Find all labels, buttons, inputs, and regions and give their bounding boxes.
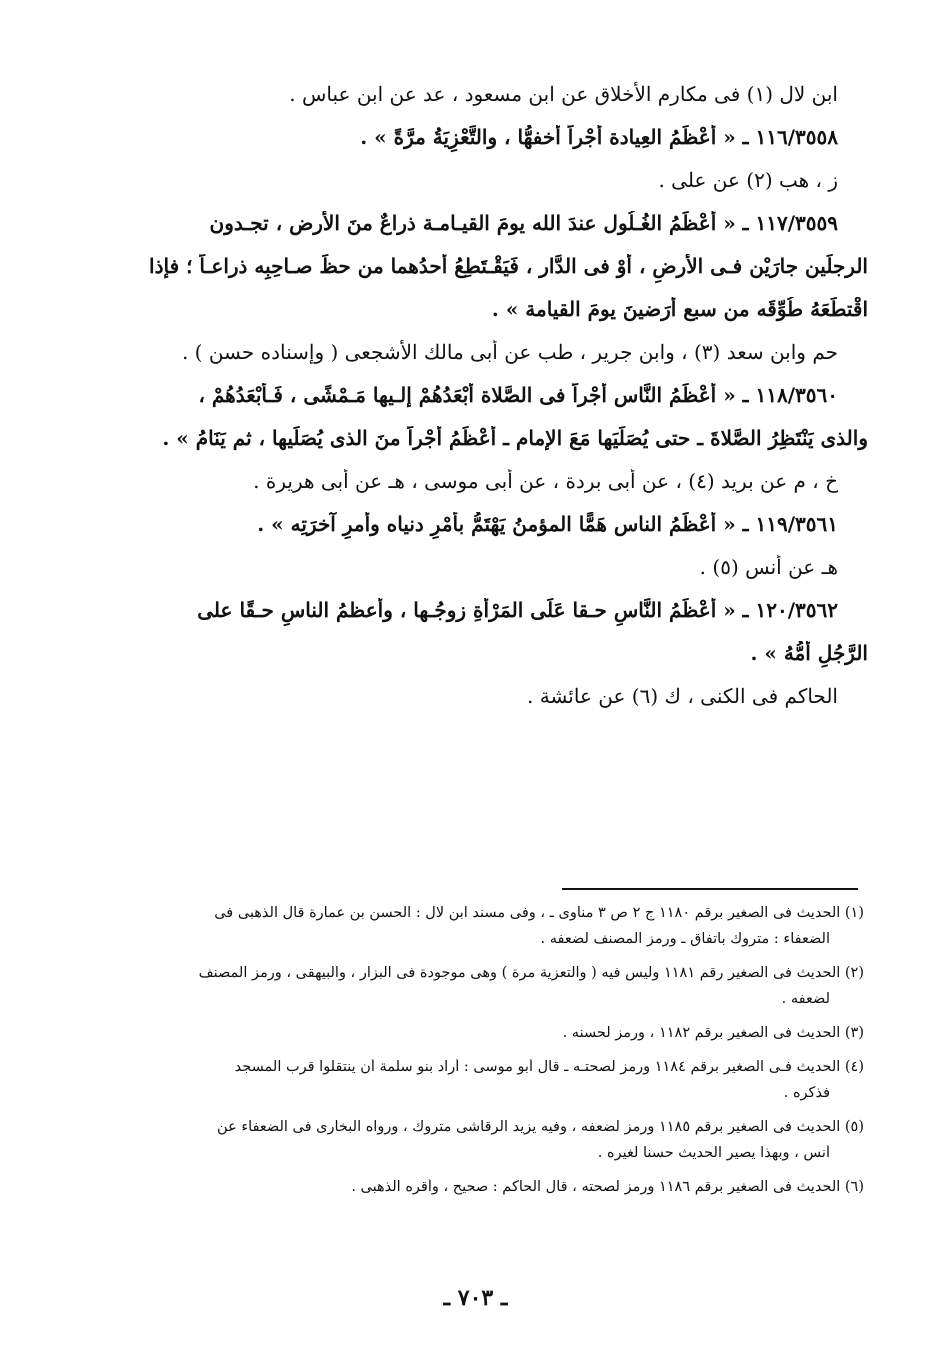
footnote-line: (٣) الحديث فى الصغير برقم ١١٨٢ ، ورمز لحسنه . [562, 1025, 864, 1041]
footnote-line: (١) الحديث فى الصغير برقم ١١٨٠ ج ٢ ص ٣ مناوى ـ ، وفى مسند ابن لال : الحسن بن عمارة قال الذهبى فى [214, 905, 864, 921]
hadith-line: ١١٩/٣٥٦١ ـ « أَعْظَمُ الناس هَمًّا المؤمنُ يَهْتَمُّ بأمْرِ دنياه وأمرِ آخرَتِه » . [257, 512, 838, 536]
text-line: ز ، هب (٢) عن على . [658, 168, 838, 192]
main-text [78, 82, 868, 727]
footnote-line: (٥) الحديث فى الصغير برقم ١١٨٥ ورمز لضعفه ، وفيه يزيد الرقاشى متروك ، ورواه البخارى فى الضعفاء عن [217, 1119, 864, 1135]
hadith-line: اقْتطَعَهُ طُوِّقَه من سبع أَرَضينَ يومَ القيامة » . [491, 297, 868, 321]
footnote-line: (٢) الحديث فى الصغير رقم ١١٨١ وليس فيه ( والتعزية مرة ) وهى موجودة فى البزار ، والبيهقى ، ورمز المصنف [198, 965, 864, 981]
footnote-line: أنس ، وبهذا يصير الحديث حسنا لغيره . [597, 1145, 830, 1161]
hadith-line: ١٢٠/٣٥٦٢ ـ « أَعْظَمُ النَّاسِ حـقا عَلَى المَرْأَةِ زوجُـها ، وأعظمُ الناسِ حـقًا على [197, 598, 838, 622]
hadith-line: ١١٦/٣٥٥٨ ـ « أَعْظَمُ العِيادة أَجْراً أَخفهُّا ، والتَّعْزِيَةُ مرَّةً » . [360, 125, 838, 149]
text-line: حم وابن سعد (٣) ، وابن جرير ، طب عن أبى مالك الأشجعى ( وإسناده حسن ) . [181, 340, 838, 364]
hadith-line: ١١٧/٣٥٥٩ ـ « أَعْظَمُ الغُـلُول عندَ الله يومَ القيـامـة ذراعٌ منَ الأرض ، تجـدون [209, 211, 838, 235]
page-number: ـ ٧٠٣ ـ [443, 1285, 508, 1311]
hadith-line: ١١٨/٣٥٦٠ ـ « أَعْظَمُ النَّاس أجْراً فى الصَّلاة أَبْعَدُهُمْ إلـيها مَـمْشًى ، فَـأَبْعَدُهُمْ ، [198, 383, 838, 407]
text-line: ابن لال (١) فى مكارم الأخلاق عن ابن مسعود ، عد عن ابن عباس . [289, 82, 838, 106]
text-line: هـ عن أنس (٥) . [699, 555, 838, 579]
hadith-line: الرجلَين جارَيْن فـى الأَرضِ ، أَوْ فى الدَّار ، فَيَقْـتَطِعُ أحدُهما من حظِّ صـاحِبِه ذراعـاً ؛ فإذا [149, 254, 868, 278]
footnote-line: (٤) الحديث فـى الصغير برقم ١١٨٤ ورمز لصحتـه ـ قال أبو موسى : أراد بنو سلمة أن ينتقلوا قرب المسجد [234, 1059, 864, 1075]
footnote-line: فذكره . [783, 1085, 830, 1101]
footnote-line: لضعفه . [781, 991, 830, 1007]
footnote-line: الضعفاء : متروك باتفاق ـ ورمز المصنف لضعفه . [540, 931, 830, 947]
footnote-line: (٦) الحديث فى الصغير برقم ١١٨٦ ورمز لصحته ، قال الحاكم : صحيح ، وأقره الذهبى . [351, 1179, 864, 1195]
hadith-line: والذى يَنْتَظِرُ الصَّلاةَ ـ حتى يُصَلِّيَها مَعَ الإمام ـ أعْظَمُ أَجْراً منَ الذى يُصَلِّيها ، ثم يَنَامُ » . [162, 426, 868, 450]
hadith-line: الرَّجُلِ أُمُّهُ » . [750, 641, 868, 665]
footnote-separator [562, 888, 858, 890]
text-line: خ ، م عن بريد (٤) ، عن أبى بردة ، عن أبى موسى ، هـ عن أبى هريرة . [253, 469, 838, 493]
footnotes [92, 905, 864, 1205]
text-line: الحاكم فى الكنى ، ك (٦) عن عائشة . [527, 684, 838, 708]
